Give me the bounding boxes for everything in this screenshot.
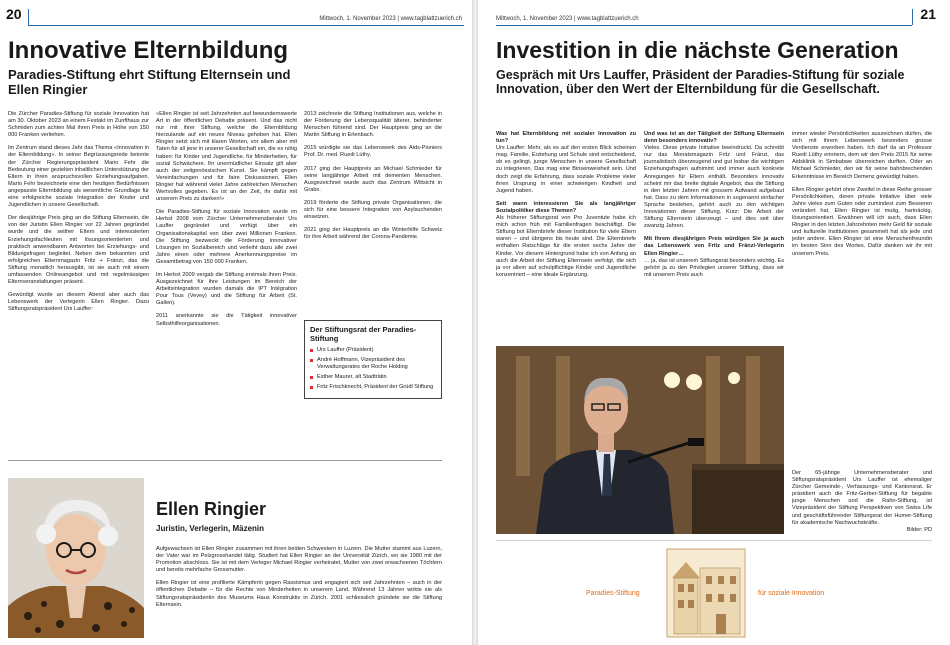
interview-answer: … ja, das ist unserem Stiftungsrat besonders wichtig. Es gehört ja zu den Privilegien unserer Stiftung, dass wir mit unserem Preis auch <box>644 257 784 278</box>
right-column-2 <box>644 131 784 285</box>
left-column-2 <box>156 111 297 334</box>
left-column-1 <box>8 111 149 319</box>
paragraph: Aufgewachsen ist Ellen Ringier zusammen mit ihren beiden Schwestern in Luzern. Die Mutter stammt aus Luzern, der Vater war im Pelzgrosshandel tätig. Studiert hat Ellen Ringier an der Universität Zürich, wo sie 1980 mit der Promotion abschloss. Sie ist mit dem Verleger Michael Ringier verheiratet, Mutter von zwei erwachsenen Töchtern und bereits mehrfache Grossmutter. <box>156 546 442 574</box>
interview-answer: Als früherer Stiftungsrat von Pro Juventute habe ich mich schon früh mit Familienfragen beschäftigt. Die Stiftung bot Elternbriefe dieser Institution für viele Eltern waren – und übrigens bis heute sind. Die Elternbriefe enthalten Ratschläge für die ersten sechs Jahre der Kinder. Vor diesem Hintergrund habe ich von Anfang an auch die Arbeit der Stiftung Elternsein verfolgt, die sich ja vor allem auf schulpflichtige Kinder und Jugendliche konzentriert – eine ideale Ergänzung. <box>496 215 636 278</box>
page-number: 20 <box>6 6 22 22</box>
paradies-stiftung-logo <box>666 548 746 638</box>
interview-question: Und was ist an der Tätigkeit der Stiftung Elternsein denn besonders innovativ? <box>644 131 784 145</box>
interview-answer: Urs Lauffer: Mehr, als es auf den ersten Blick scheinen mag. Familie, Erziehung und Schule sind entscheidend, ob es gelingt, junge Menschen in unsere Gesellschaft zu integrieren. Das mag eine Binsenweisheit sein. Und doch zeigt die Erfahrung, dass soziale Probleme vieler ihren Ursprung in einer schwierigen Kindheit und Jugend haben. <box>496 145 636 194</box>
runner-tick <box>912 9 913 25</box>
interview-answer: Vieles. Diese private Initiative beeindruckt. Da schreibt nur das Monatsmagazin Fritz und Fränzi, das journalistisch überzeugend und gut lesbar die wichtigen Erziehungsfragen aufnimmt und immer auch konkrete Anregungen für Eltern enthält. Besonders innovativ scheint mir das breite digitale Angebot, das die Stiftung in den letzten Jahren mit grossem Aufwand aufgebaut hat. Dass zu dem Informationen in sogenannt einfacher Sprache bestehen, gehört auch zu den wichtigen Innovationen dieser Stiftung. Kurz: Die Arbeit der Stiftung Elternsein überzeugt – und dies seit über zwanzig Jahren. <box>644 145 784 230</box>
paragraph: Im Zentrum stand dieses Jahr das Thema «Innovation in der Elternbildung». In seiner Begrüssungsrede betonte der Zürcher Regierungspräsident Mario Fehr die Bedeutung einer gezielten inhaltlichen Unterstützung der Eltern in ihren anspruchsvollen Erziehungsaufgaben. Mario Fehr bezeichnete eine den heutigen Bedürfnissen angepasste Elternbildung als wesentliche Grundlage für eine erfolgreiche soziale Integration der Kinder und Jugendlichen in unsere Gesellschaft. <box>8 145 149 209</box>
subhead: Gespräch mit Urs Lauffer, Präsident der Paradies-Stiftung für soziale Innovation, über den Wert der Elternbildung für die Gesellschaft. <box>496 68 905 97</box>
paragraph: Der diesjährige Preis ging an die Stiftung Elternsein, die von der Juristin Ellen Ringier vor 22 Jahren gegründet wurde und die seither Eltern und interessierten Erziehungsfachleuten mit lösungsorientierten und praktisch anwendbaren Antworten bei Erziehungs- und Bildungsfragen begleitet. Neben dem bekannten und erfolgreichen Elternmagazin Fritz + Fränzi, das die Stiftung monatlich herausgibt, ist sie auch mit einem umfassenden Onlineangebot und mit regelmässigen Elternveranstaltungen präsent. <box>8 215 149 286</box>
portrait-illustration <box>8 478 144 638</box>
logo-name: Paradies-Stiftung <box>586 590 640 597</box>
headline: Investition in die nächste Generation <box>496 37 899 63</box>
paragraph: Gewürdigt wurde an diesem Abend aber auch das Lebenswerk der Verlegerin Ellen Ringier. Dazu Stiftungsratspräsident Urs Lauffer: <box>8 292 149 313</box>
runner-rule <box>28 25 464 26</box>
paragraph: Im Herbst 2009 vergab die Stiftung erstmals ihren Preis. Ausgezeichnet für ihre Leistungen im Bereich der Arbeitsintegration wurden damals die IPT Intégration Pour Tous (Vevey) und die Stiftung für Arbeit (St. Gallen). <box>156 271 297 307</box>
subhead: Paradies-Stiftung ehrt Stiftung Elternsein und Ellen Ringier <box>8 67 291 97</box>
paragraph: 2015 würdigte sie das Lebenswerk des Aids-Pioniers Prof. Dr. med. Ruedi Lüthy. <box>304 145 442 159</box>
profile-text <box>156 546 442 615</box>
right-column-1 <box>496 131 636 285</box>
runner-tick <box>28 9 29 25</box>
speaker-photo-illustration <box>496 346 784 534</box>
interview-question: Mit Ihrem diesjährigen Preis würdigen Sie ja auch das Lebenswerk von Fritz und Fränzi-Verlegerin Ellen Ringier… <box>644 236 784 257</box>
profile-role: Juristin, Verlegerin, Mäzenin <box>156 524 265 533</box>
paragraph: immer wieder Persönlichkeiten auszeichnen dürfen, die sich mit ihrem Lebenswerk besonders grosse Verdienste erworben haben. Ich darf da an Professor Ruedi Lüthy erinnern, dem wir den Preis 2015 für seine Aidsklinik in Simbabwe überreichen durften. Oder an Michael Schmieder, den wir für seine bahnbrechenden Erkenntnisse im Bereich Demenz gewürdigt haben. <box>792 131 932 180</box>
interview-block <box>644 236 784 279</box>
paragraph: Die Zürcher Paradies-Stiftung für soziale Innovation hat am 30. Oktober 2023 an einem Festakt im Zunfthaus zur Schmiden zum achten Mal ihren Preis in Höhe von 150 000 Franken verliehen. <box>8 111 149 139</box>
left-page <box>0 0 472 645</box>
board-member: Urs Lauffer (Präsident) <box>310 347 436 354</box>
profile-name: Ellen Ringier <box>156 499 267 519</box>
section-divider <box>8 460 442 461</box>
right-runner <box>478 6 950 24</box>
paragraph: Ellen Ringier ist eine profilierte Kämpferin gegen Rassismus und engagiert sich seit Jahrzehnten – auch in der öffentlichen Debatte – für die Rechte von Minderheiten in unserem Land. Während 13 Jahren wirkte sie als Stiftungsratspräsidentin des Museums Haus Konstruktiv in Zürich. 2001 schliesslich gründete sie die Stiftung Elternsein. <box>156 580 442 608</box>
runner-rule <box>496 25 912 26</box>
photo-caption <box>792 470 932 534</box>
logo-tagline: für soziale Innovation <box>758 590 825 597</box>
interview-question: Was hat Elternbildung mit sozialer Innovation zu tun? <box>496 131 636 145</box>
board-box-title: Der Stiftungsrat der Paradies-Stiftung <box>310 325 417 343</box>
board-member: Esther Maurer, alt Stadträtin <box>310 374 436 381</box>
interview-question: Seit wann interessieren Sie als langjähriger Sozialpolitiker diese Themen? <box>496 200 636 214</box>
right-page <box>478 0 950 645</box>
interview-block <box>496 201 636 279</box>
logo-building-illustration <box>666 548 746 638</box>
paragraph: 2019 förderte die Stiftung private Organisationen, die sich für eine bessere Integration von Asylsuchenden einsetzen. <box>304 199 442 221</box>
board-member: Fritz Frischknecht, Präsident der Grüdl Stiftung <box>310 384 436 391</box>
ellen-ringier-portrait <box>8 478 144 638</box>
board-member-list <box>310 347 436 391</box>
interview-block <box>496 131 636 195</box>
paragraph: 2017 ging der Hauptpreis an Michael Schmieder für seine langjährige Arbeit mit dementen Menschen. Ausgezeichnet wurde auch das Zentrum Wiitsicht in Grabs. <box>304 165 442 193</box>
dateline: Mittwoch, 1. November 2023 | www.tagblattzuerich.ch <box>319 16 462 22</box>
interview-block <box>644 131 784 230</box>
section-divider <box>496 540 932 541</box>
paragraph: 2021 ging der Hauptpreis an die Winterhilfe Schweiz für ihre Arbeit während der Corona-Pandemie. <box>304 227 442 241</box>
paragraph: Ellen Ringier gehört ohne Zweifel in diese Reihe grosser Persönlichkeiten, deren private Initiative über viele Jahre vieles zum Guten oder zumindest zum Besseren verändert hat. Ellen Ringier ist mutig, hartnäckig, lösungsorientiert. Erwähnen will ich auch, dass Ellen Ringier in den letzten Jahrzehnten mehr Geld für soziale und kulturelle Institutionen gesammelt hat als jede und jeder andere. Ellen Ringier ist eine Menschenfreundin im besten Sinn des Wortes. Dafür danken wir ihr mit unserem Preis. <box>792 186 932 257</box>
paragraph: «Ellen Ringier ist seit Jahrzehnten auf bewundernswerte Art in der öffentlichen Debatte präsent. Und das nicht nur mit ihrer Stiftung, welche die Elternbildung hierzulande auf ein neues Niveau gehoben hat. Ellen Ringier setzt sich mit klaren Worten, vor allem aber mit Taten für all jene in unserer Gesellschaft ein, die es nötig haben: für Kinder und Jugendliche, für Minderheiten, für sozial Schwächere. Ihr unermüdlicher Einsatz gilt aber auch der zeitgenössischen Kunst. Sie kämpft gegen Vereinfachungen und für faire Diskussionen. Ellen Ringier hat während vieler Jahre zahlreichen Menschen Wertvolles gegeben. Es ist an der Zeit, ihr dafür mit unserem Preis zu danken!» <box>156 111 297 203</box>
right-column-3 <box>792 131 932 264</box>
caption-text: Der 65-jährige Unternehmensberater und Stiftungsratspräsident Urs Lauffer ist ehemaliger Zürcher Gemeinde-, Verfassungs- und Kantonsrat. Er präsidiert auch die Fritz-Gerber-Stiftung für begabte junge Menschen und die Rahn-Stiftung, ist Vizepräsident der Stiftung Perspektiven von Swiss Life und geschäftsführender Stiftungsrat der Humer-Stiftung für akademische Nachwuchskräfte. <box>792 470 932 526</box>
left-column-3 <box>304 111 442 247</box>
paragraph: 2013 zeichnete die Stiftung Institutionen aus, welche in der Förderung der Lebensqualität älterer, behinderter Menschen führend sind. Der Hauptpreis ging an die Martin Stiftung in Erlenbach. <box>304 111 442 139</box>
photo-credit: Bilder: PD <box>906 526 932 533</box>
left-runner <box>0 6 472 24</box>
headline: Innovative Elternbildung <box>8 37 289 64</box>
board-member: André Hoffmann, Vizepräsident des Verwaltungsrates der Roche Holding <box>310 357 436 371</box>
foundation-board-box <box>304 320 442 399</box>
paragraph: Die Paradies-Stiftung für soziale Innovation wurde im Herbst 2008 vom Zürcher Unternehmensberater Urs Lauffer gegründet und verfügt über ein Organisationskapital von über zwei Millionen Franken. Die Stiftung bezweckt die Förderung innovativer Lösungen im Sozialbereich und verleiht dazu alle zwei Jahre einen oder mehrere Anerkennungspreise im Gesamtbetrag von 150 000 Franken. <box>156 209 297 265</box>
paragraph: 2011 anerkannte sie die Tätigkeit innovativer Selbsthilfeorganisationen. <box>156 313 297 327</box>
urs-lauffer-photo <box>496 346 784 534</box>
dateline: Mittwoch, 1. November 2023 | www.tagblattzuerich.ch <box>496 16 639 22</box>
page-number: 21 <box>920 6 936 22</box>
